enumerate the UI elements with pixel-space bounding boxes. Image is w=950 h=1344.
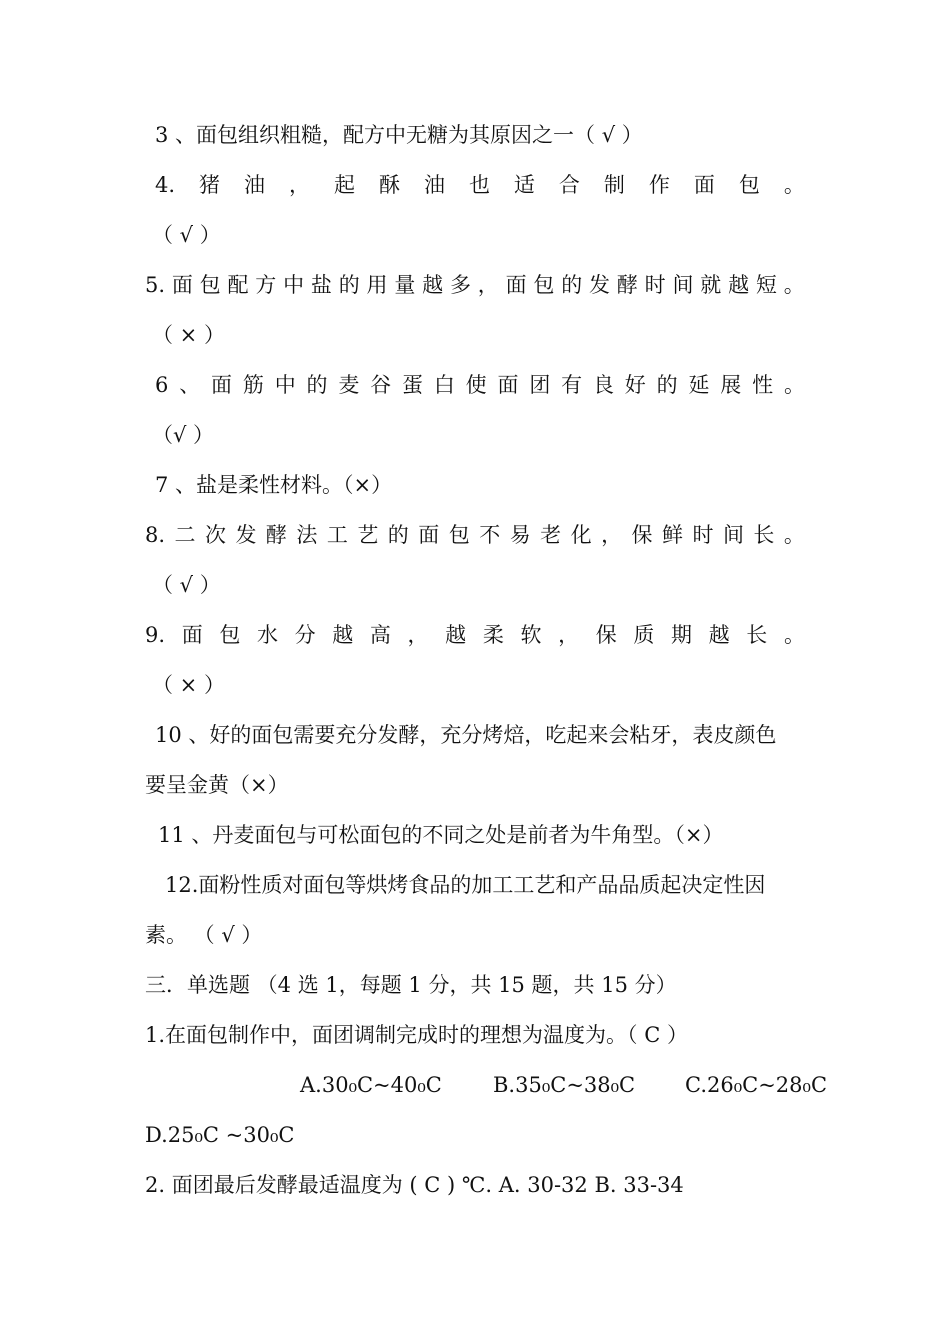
text-char: 的	[561, 273, 583, 297]
text-char: 油	[423, 173, 445, 197]
text-char: 6	[155, 373, 169, 397]
text-char: 制	[603, 173, 625, 197]
text-char: 的	[656, 373, 678, 397]
text-char: 软	[520, 623, 542, 647]
text-char: 性	[752, 373, 774, 397]
question-10-line-2: 要呈金黄（×）	[145, 773, 289, 797]
text-char: 。	[783, 273, 805, 297]
text-char: 包	[199, 273, 221, 297]
text-char: 间	[672, 273, 694, 297]
question-6-answer: （√ ）	[152, 423, 215, 447]
text-char: 次	[204, 523, 226, 547]
text-char: 越	[422, 273, 444, 297]
text-char: 、	[179, 373, 201, 397]
text-char: 使	[465, 373, 487, 397]
text-char: 越	[708, 623, 730, 647]
text-char: 面	[418, 523, 440, 547]
text-char: 面	[171, 273, 193, 297]
text-char: 柔	[482, 623, 504, 647]
question-12-line-1: 12.面粉性质对面包等烘烤食品的加工工艺和产品品质起决定性因	[165, 873, 766, 897]
single-choice-1: 1.在面包制作中，面团调制完成时的理想为温度为。（ C ）	[145, 1023, 688, 1047]
text-char: 不	[479, 523, 501, 547]
text-char: 麦	[338, 373, 360, 397]
text-char: 面	[497, 373, 519, 397]
text-char: 配	[227, 273, 249, 297]
text-char: 白	[433, 373, 455, 397]
question-12-line-2: 素。 （ √ ）	[145, 923, 263, 947]
text-char: 鲜	[662, 523, 684, 547]
question-7: 7 、盐是柔性材料。（×）	[155, 473, 393, 497]
text-char: 油	[244, 173, 266, 197]
text-char: 长	[753, 523, 775, 547]
question-4	[155, 170, 805, 200]
text-char: 5.	[145, 273, 166, 297]
text-char: 中	[274, 373, 296, 397]
text-char: 越	[728, 273, 750, 297]
text-char: 期	[671, 623, 693, 647]
text-char: 老	[540, 523, 562, 547]
text-char: 方	[255, 273, 277, 297]
question-9-answer: （ × ）	[152, 673, 225, 697]
text-char: 保	[631, 523, 653, 547]
text-char: ，	[289, 173, 310, 197]
text-char: 猪	[199, 173, 221, 197]
text-char: ，	[601, 523, 623, 547]
question-8	[145, 520, 805, 550]
text-char: 作	[648, 173, 670, 197]
text-char: 也	[468, 173, 490, 197]
text-char: 包	[219, 623, 241, 647]
text-char: 8.	[145, 523, 166, 547]
text-char: 短	[755, 273, 777, 297]
text-char: 易	[509, 523, 531, 547]
single-choice-1-option-a: A.30₀C~40₀C	[300, 1073, 442, 1097]
text-char: 保	[595, 623, 617, 647]
text-char: 越	[332, 623, 354, 647]
text-char: 面	[693, 173, 715, 197]
question-5	[145, 270, 805, 300]
text-char: 水	[256, 623, 278, 647]
text-char: 越	[445, 623, 467, 647]
text-char: 就	[700, 273, 722, 297]
question-6	[155, 370, 805, 400]
text-char: 中	[283, 273, 305, 297]
text-char: 高	[369, 623, 391, 647]
text-char: 的	[306, 373, 328, 397]
text-char: 酥	[378, 173, 400, 197]
text-char: ，	[558, 623, 580, 647]
question-4-answer: （ √ ）	[152, 223, 221, 247]
text-char: 多	[449, 273, 471, 297]
question-3: 3 、面包组织粗糙，配方中无糖为其原因之一（ √ ）	[155, 123, 643, 147]
text-char: 9.	[145, 623, 166, 647]
text-char: 间	[722, 523, 744, 547]
text-char: 面	[505, 273, 527, 297]
single-choice-1-option-d: D.25₀C ~30₀C	[145, 1123, 295, 1147]
text-char: 延	[688, 373, 710, 397]
text-char: 的	[338, 273, 360, 297]
text-char: 二	[174, 523, 196, 547]
text-char: 化	[570, 523, 592, 547]
text-char: 艺	[357, 523, 379, 547]
single-choice-1-option-b: B.35₀C~38₀C	[493, 1073, 636, 1097]
text-char: 有	[561, 373, 583, 397]
text-char: 发	[589, 273, 611, 297]
question-8-answer: （ √ ）	[152, 573, 221, 597]
text-char: 法	[296, 523, 318, 547]
text-char: 长	[746, 623, 768, 647]
single-choice-1-option-c: C.26₀C~28₀C	[685, 1073, 828, 1097]
text-char: 盐	[310, 273, 332, 297]
text-char: 合	[558, 173, 580, 197]
text-char: 好	[624, 373, 646, 397]
text-char: 酵	[265, 523, 287, 547]
text-char: 面	[181, 623, 203, 647]
text-char: 量	[394, 273, 416, 297]
text-char: 时	[644, 273, 666, 297]
text-char: 团	[529, 373, 551, 397]
text-char: 。	[783, 373, 805, 397]
text-char: 良	[592, 373, 614, 397]
text-char: 质	[633, 623, 655, 647]
text-char: 筋	[242, 373, 264, 397]
text-char: 时	[692, 523, 714, 547]
text-char: 。	[783, 173, 805, 197]
text-char: 包	[533, 273, 555, 297]
text-char: 的	[387, 523, 409, 547]
text-char: 分	[294, 623, 316, 647]
question-9	[145, 620, 805, 650]
text-char: 。	[783, 523, 805, 547]
section-3-heading: 三．单选题 （4 选 1，每题 1 分，共 15 题，共 15 分）	[145, 973, 677, 997]
single-choice-2: 2. 面团最后发酵最适温度为 ( C ) ℃. A. 30-32 B. 33-34	[145, 1173, 684, 1197]
question-11: 11 、丹麦面包与可松面包的不同之处是前者为牛角型。（×）	[158, 823, 724, 847]
text-char: ，	[477, 273, 499, 297]
text-char: 谷	[370, 373, 392, 397]
text-char: 。	[783, 623, 805, 647]
text-char: 用	[366, 273, 388, 297]
text-char: 包	[738, 173, 760, 197]
text-char: 发	[235, 523, 257, 547]
text-char: 4.	[155, 173, 176, 197]
text-char: ，	[407, 623, 429, 647]
text-char: 工	[326, 523, 348, 547]
text-char: 展	[720, 373, 742, 397]
text-char: 适	[513, 173, 535, 197]
question-5-answer: （ × ）	[152, 323, 225, 347]
text-char: 酵	[616, 273, 638, 297]
text-char: 蛋	[402, 373, 423, 397]
question-10-line-1: 10 、好的面包需要充分发酵，充分烤焙，吃起来会粘牙，表皮颜色	[155, 723, 777, 747]
text-char: 起	[333, 173, 355, 197]
text-char: 面	[211, 373, 233, 397]
text-char: 包	[448, 523, 470, 547]
